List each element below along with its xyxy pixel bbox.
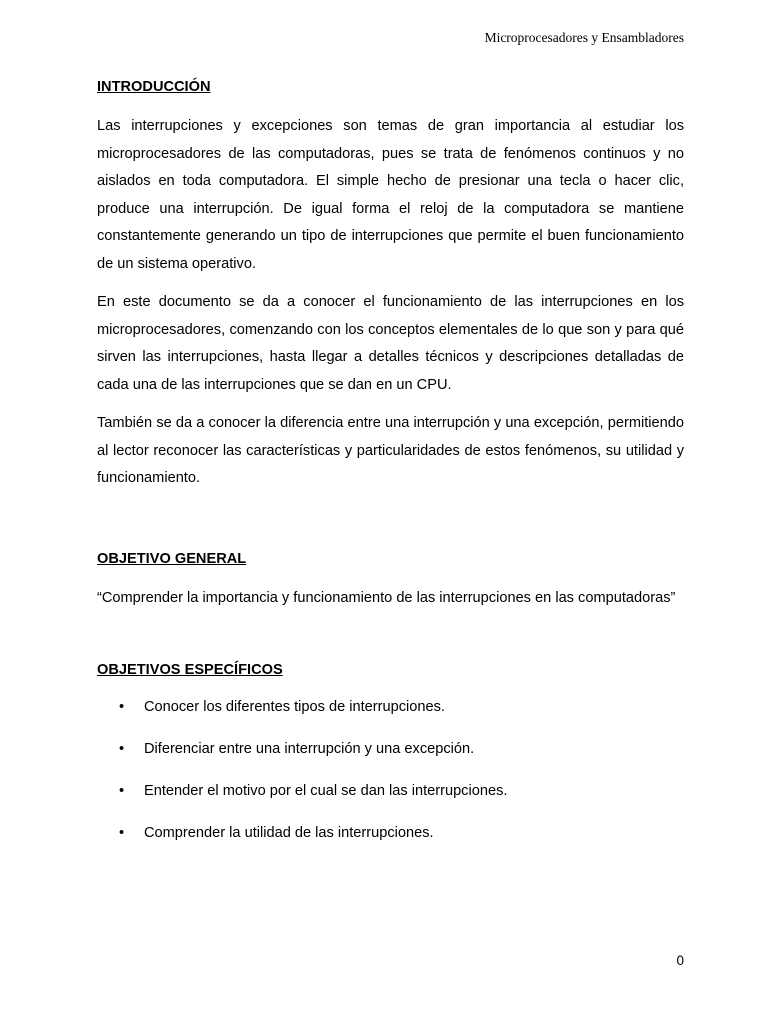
bullet-icon: •: [119, 825, 125, 841]
section-spacer: [97, 623, 684, 659]
list-item: [97, 738, 684, 760]
section-spacer: [97, 504, 684, 548]
section-title-objetivo-general: OBJETIVO GENERAL: [97, 550, 247, 567]
list-item: [97, 780, 684, 802]
bullet-icon: •: [119, 741, 125, 757]
section-title-introduccion: INTRODUCCIÓN: [97, 79, 211, 95]
page-number: 0: [676, 953, 684, 968]
list-item-text: Entender el motivo por el cual se dan las interrupciones.: [144, 783, 508, 799]
list-item-text: Conocer los diferentes tipos de interrupciones.: [144, 699, 445, 715]
bullet-icon: •: [119, 699, 125, 715]
page-content: [97, 76, 684, 864]
intro-paragraph-1: Las interrupciones y excepciones son temas de gran importancia al estudiar los microprocesadores de las computadoras, pues se trata de fenómenos continuos y no aislados en toda computadora. El simple hecho de presionar una tecla o hacer clic, produce una interrupción. De igual forma el reloj de la computadora se mantiene constantemente generando un tipo de interrupciones que permite el buen funcionamiento de un sistema operativo.: [97, 118, 684, 272]
section-title-objetivos-especificos: OBJETIVOS ESPECÍFICOS: [97, 662, 283, 678]
bullet-icon: •: [119, 783, 125, 799]
intro-paragraph-2: En este documento se da a conocer el funcionamiento de las interrupciones en los microprocesadores, comenzando con los conceptos elementales de lo que son y para qué sirven las interrupciones, hasta llegar a detalles técnicos y descripciones detalladas de cada una de las interrupciones que se dan en un CPU.: [97, 294, 684, 393]
running-header: Microprocesadores y Ensambladores: [484, 30, 684, 45]
objetivo-general-text: “Comprender la importancia y funcionamiento de las interrupciones en las computadoras”: [97, 589, 676, 606]
intro-paragraph-3: También se da a conocer la diferencia entre una interrupción y una excepción, permitiendo al lector reconocer las características y particularidades de estos fenómenos, su utilidad y funcionamiento.: [97, 415, 684, 486]
list-item-text: Comprender la utilidad de las interrupciones.: [144, 825, 434, 841]
list-item: [97, 696, 684, 718]
list-item: [97, 822, 684, 844]
list-item-text: Diferenciar entre una interrupción y una excepción.: [144, 741, 475, 757]
objetivos-especificos-list: [97, 696, 684, 844]
